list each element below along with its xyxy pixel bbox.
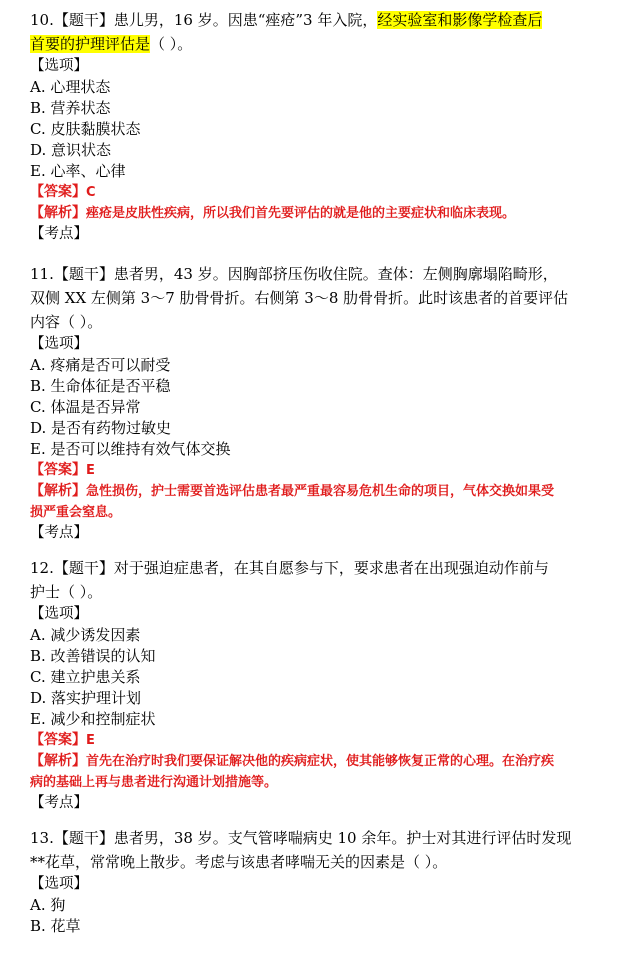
explanation: 【解析】急性损伤，护士需要首选评估患者最严重最容易危机生命的项目，气体交换如果受 — [30, 483, 555, 499]
answer: 【答案】E — [30, 462, 95, 478]
explanation: 【解析】首先在治疗时我们要保证解决他的疾病症状，使其能够恢复正常的心理。在治疗疾 — [30, 753, 555, 769]
answer: 【答案】C — [30, 184, 96, 200]
question-13 — [30, 826, 598, 937]
explanation-continued: 损严重会窒息。 — [30, 505, 122, 520]
question-stem-line: 双侧 XX 左侧第 3～7 肋骨骨折。右侧第 3～8 肋骨骨折。此时该患者的首要评估 — [30, 289, 569, 307]
option-a: A. 狗 — [30, 896, 66, 914]
options-label: 【选项】 — [30, 336, 88, 352]
options-label: 【选项】 — [30, 606, 88, 622]
option-c: C. 体温是否异常 — [30, 398, 141, 416]
option-b: B. 生命体征是否平稳 — [30, 377, 171, 395]
option-d: D. 落实护理计划 — [30, 689, 142, 707]
question-stem-line: 10.【题干】患儿男，16 岁。因患“痤疮”3 年入院，经实验室和影像学检查后 — [30, 11, 543, 29]
highlight: 首要的护理评估是 — [30, 35, 151, 53]
option-e: E. 心率、心律 — [30, 162, 126, 180]
explanation-continued: 病的基础上再与患者进行沟通计划措施等。 — [30, 775, 278, 790]
question-stem-line: **花草，常常晚上散步。考虑与该患者哮喘无关的因素是（ ）。 — [30, 853, 448, 871]
explanation: 【解析】痤疮是皮肤性疾病，所以我们首先要评估的就是他的主要症状和临床表现。 — [30, 205, 516, 221]
question-stem-line: 护士（ ）。 — [30, 583, 103, 601]
option-a: A. 心理状态 — [30, 78, 111, 96]
question-stem-line: 内容（ ）。 — [30, 313, 103, 331]
question-stem-line: 13.【题干】患者男，38 岁。支气管哮喘病史 10 余年。护士对其进行评估时发现 — [30, 829, 572, 847]
key-point-label: 【考点】 — [30, 226, 88, 242]
option-b: B. 改善错误的认知 — [30, 647, 156, 665]
option-c: C. 皮肤黏膜状态 — [30, 120, 141, 138]
option-a: A. 减少诱发因素 — [30, 626, 141, 644]
highlight: 经实验室和影像学检查后 — [377, 11, 543, 29]
answer: 【答案】E — [30, 732, 95, 748]
option-a: A. 疼痛是否可以耐受 — [30, 356, 171, 374]
option-b: B. 花草 — [30, 917, 81, 935]
question-stem-line: 11.【题干】患者男，43 岁。因胸部挤压伤收住院。查体：左侧胸廓塌陷畸形， — [30, 265, 558, 283]
option-d: D. 是否有药物过敏史 — [30, 419, 172, 437]
option-e: E. 减少和控制症状 — [30, 710, 156, 728]
key-point-label: 【考点】 — [30, 525, 88, 541]
options-label: 【选项】 — [30, 876, 88, 892]
options-label: 【选项】 — [30, 58, 88, 74]
option-e: E. 是否可以维持有效气体交换 — [30, 440, 231, 458]
key-point-label: 【考点】 — [30, 795, 88, 811]
question-stem-line: 12.【题干】对于强迫症患者，在其自愿参与下，要求患者在出现强迫动作前与 — [30, 559, 549, 577]
question-12 — [30, 556, 598, 814]
option-c: C. 建立护患关系 — [30, 668, 141, 686]
question-10 — [30, 8, 598, 245]
question-11 — [30, 262, 598, 544]
question-stem-line: 首要的护理评估是（ ）。 — [30, 35, 193, 53]
option-d: D. 意识状态 — [30, 141, 112, 159]
option-b: B. 营养状态 — [30, 99, 111, 117]
